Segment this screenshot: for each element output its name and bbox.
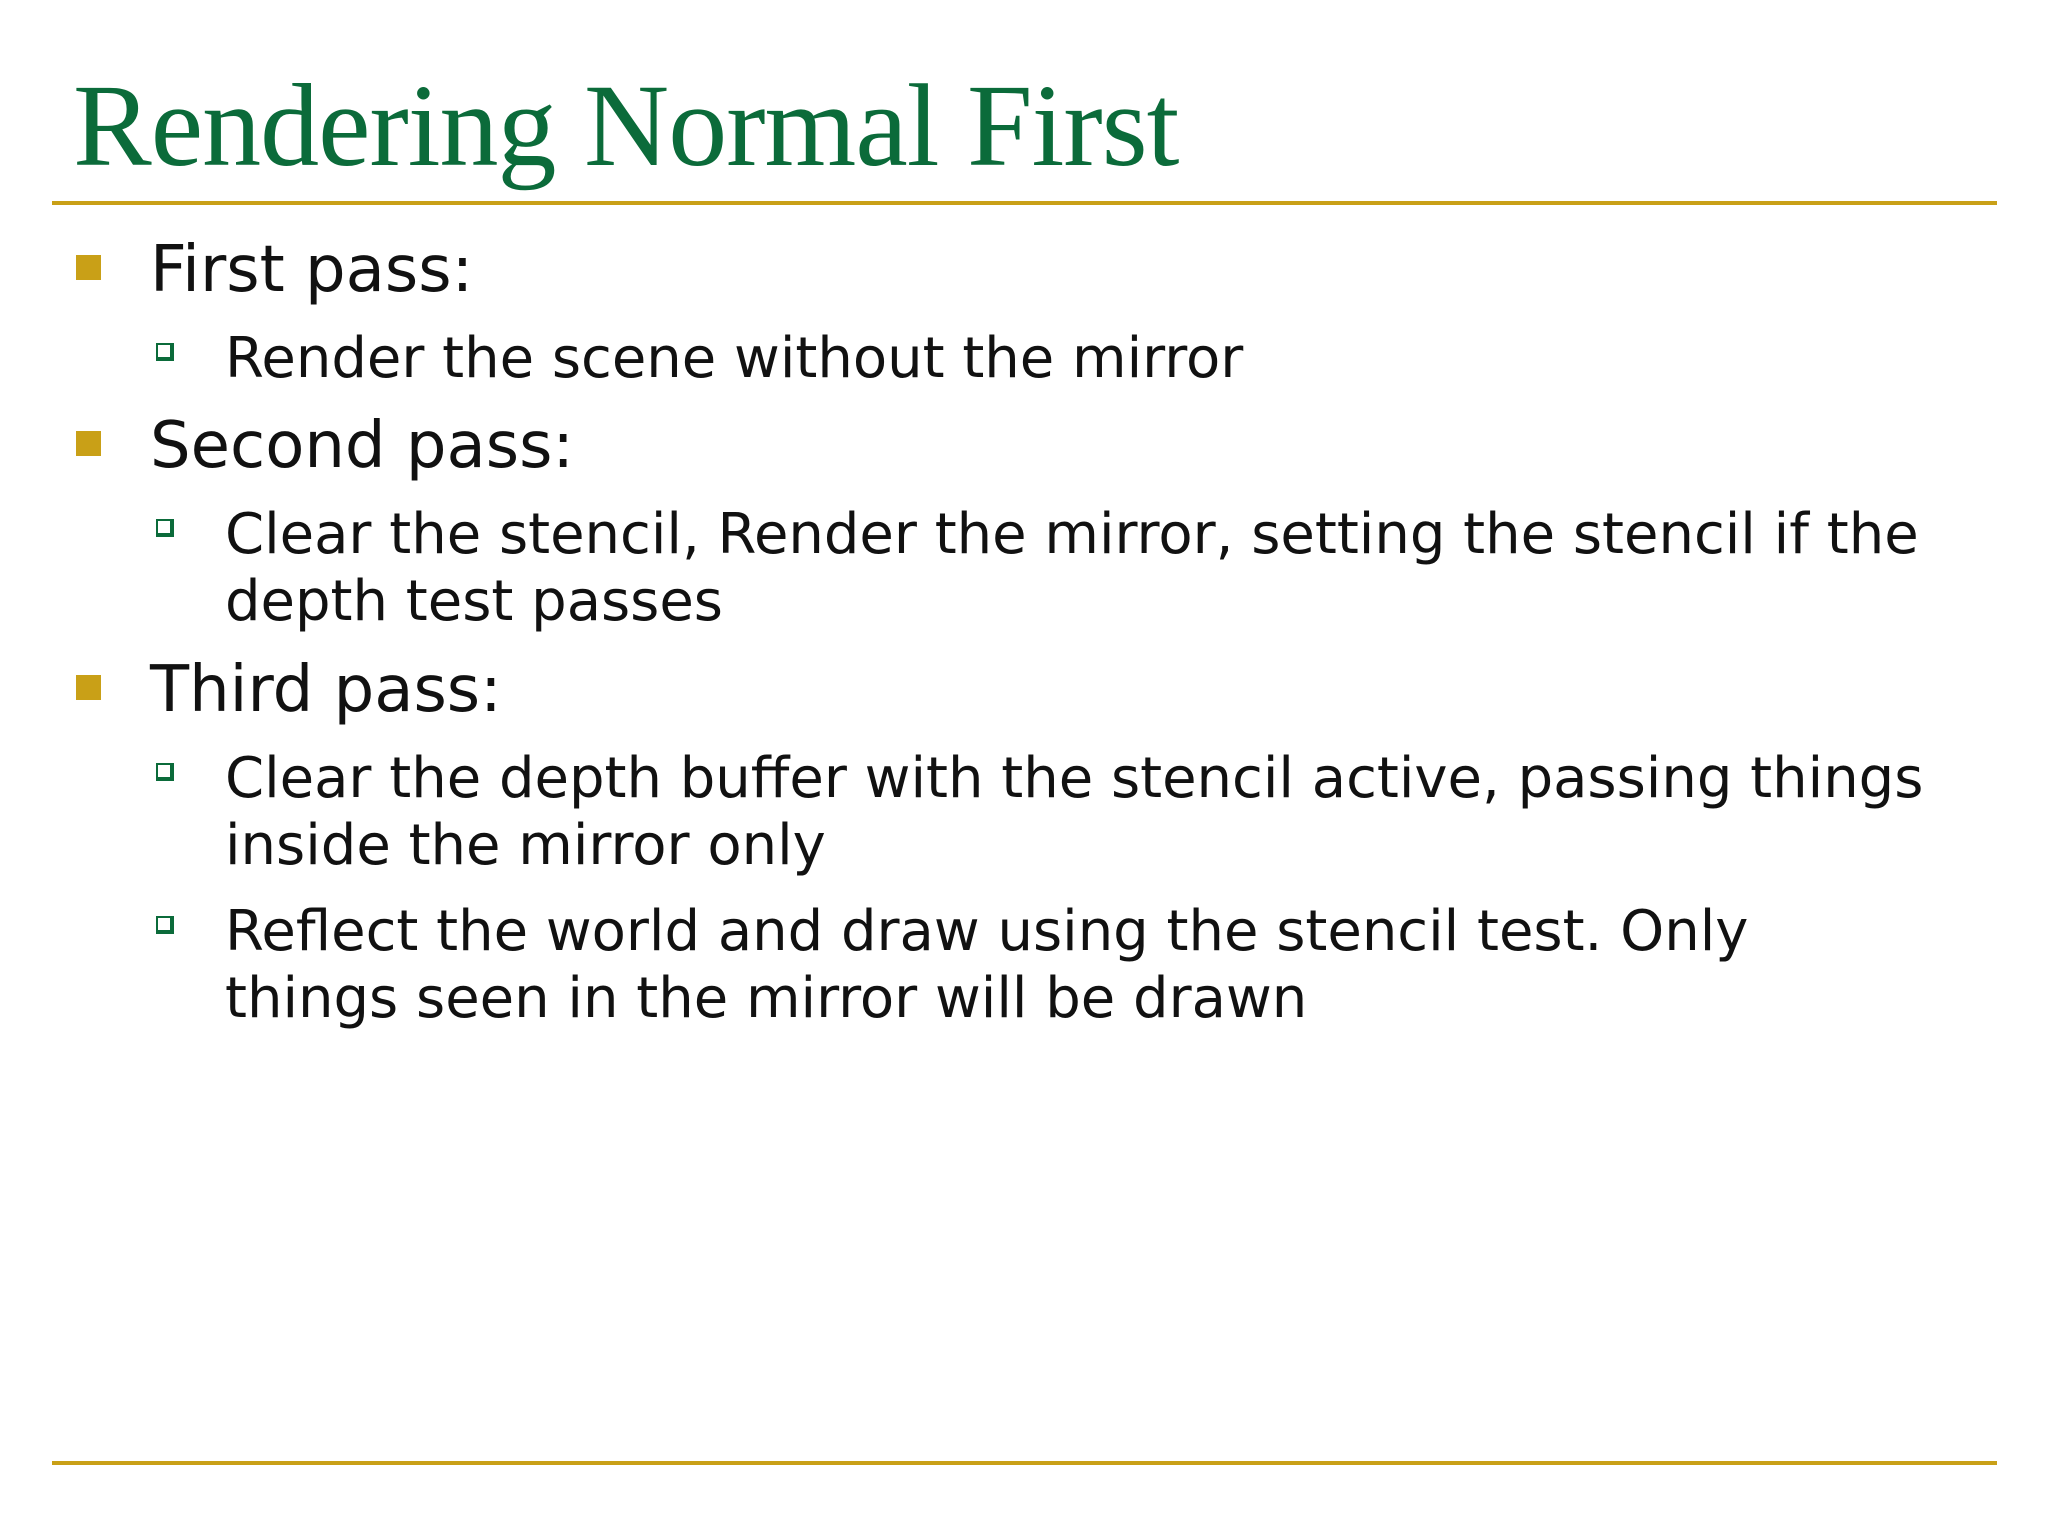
sub-bullet-box-icon	[156, 763, 174, 781]
footer-divider	[52, 1461, 1997, 1465]
slide-title: Rendering Normal First	[73, 60, 1179, 191]
sub-bullet-box-icon	[156, 916, 174, 934]
bullet-item: Third pass:	[150, 653, 502, 727]
bullet-square-icon	[76, 255, 101, 280]
sub-bullet-item: Reflect the world and draw using the stencil test. Only things seen in the mirror will be drawn	[225, 899, 1749, 1031]
bullet-square-icon	[76, 431, 101, 456]
bullet-item: Second pass:	[150, 409, 574, 483]
sub-bullet-item: Clear the depth buffer with the stencil active, passing things inside the mirror only	[225, 746, 1924, 878]
bullet-item: First pass:	[150, 233, 474, 307]
sub-bullet-box-icon	[156, 343, 174, 361]
sub-bullet-item: Clear the stencil, Render the mirror, setting the stencil if the depth test passes	[225, 502, 1919, 634]
title-divider	[52, 201, 1997, 205]
sub-bullet-item: Render the scene without the mirror	[225, 326, 1244, 391]
sub-bullet-box-icon	[156, 519, 174, 537]
bullet-square-icon	[76, 675, 101, 700]
